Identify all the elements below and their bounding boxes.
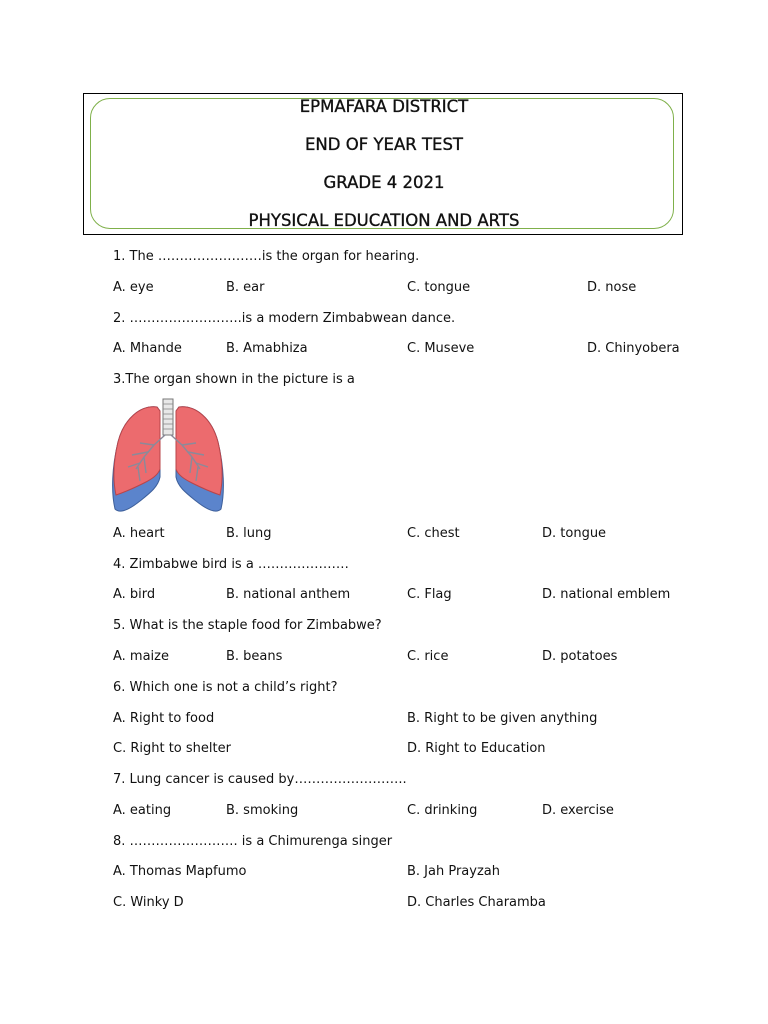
q3-option-a: A. heart <box>113 526 165 541</box>
q2-option-a: A. Mhande <box>113 341 182 356</box>
q3-option-d: D. tongue <box>542 526 607 541</box>
q5-option-d: D. potatoes <box>542 649 618 664</box>
q4-option-d: D. national emblem <box>542 587 671 602</box>
question-3: 3.The organ shown in the picture is a <box>113 372 355 387</box>
q4-option-c: C. Flag <box>407 587 452 602</box>
q1-option-d: D. nose <box>587 280 637 295</box>
district-title: EPMAFARA DISTRICT <box>299 97 469 116</box>
question-2: 2. ……………………..is a modern Zimbabwean dance. <box>113 311 456 326</box>
q4-option-b: B. national anthem <box>226 587 351 602</box>
question-8: 8. ……………………. is a Chimurenga singer <box>113 834 393 849</box>
q8-option-b: B. Jah Prayzah <box>407 864 500 879</box>
q5-option-c: C. rice <box>407 649 449 664</box>
question-4: 4. Zimbabwe bird is a ………………… <box>113 557 349 572</box>
q5-option-a: A. maize <box>113 649 169 664</box>
question-7: 7. Lung cancer is caused by…………………….. <box>113 772 407 787</box>
q6-option-c: C. Right to shelter <box>113 741 231 756</box>
q8-option-d: D. Charles Charamba <box>407 895 546 910</box>
q7-option-b: B. smoking <box>226 803 299 818</box>
lungs-picture <box>110 397 226 515</box>
q2-option-c: C. Museve <box>407 341 475 356</box>
grade-title: GRADE 4 2021 <box>323 173 445 192</box>
q3-option-b: B. lung <box>226 526 272 541</box>
subject-title: PHYSICAL EDUCATION AND ARTS <box>248 211 520 230</box>
question-1: 1. The ……………………is the organ for hearing. <box>113 249 420 264</box>
q8-option-a: A. Thomas Mapfumo <box>113 864 247 879</box>
q2-option-b: B. Amabhiza <box>226 341 308 356</box>
q7-option-c: C. drinking <box>407 803 478 818</box>
q4-option-a: A. bird <box>113 587 156 602</box>
header-rounded-frame <box>90 98 674 229</box>
q8-option-c: C. Winky D <box>113 895 184 910</box>
q6-option-d: D. Right to Education <box>407 741 546 756</box>
question-5: 5. What is the staple food for Zimbabwe? <box>113 618 382 633</box>
q6-option-b: B. Right to be given anything <box>407 711 598 726</box>
question-6: 6. Which one is not a child’s right? <box>113 680 338 695</box>
test-title: END OF YEAR TEST <box>305 135 463 154</box>
q6-option-a: A. Right to food <box>113 711 215 726</box>
q1-option-c: C. tongue <box>407 280 471 295</box>
q3-option-c: C. chest <box>407 526 460 541</box>
q1-option-b: B. ear <box>226 280 265 295</box>
header-box <box>83 93 683 235</box>
q5-option-b: B. beans <box>226 649 283 664</box>
q2-option-d: D. Chinyobera <box>587 341 680 356</box>
q7-option-a: A. eating <box>113 803 172 818</box>
q7-option-d: D. exercise <box>542 803 614 818</box>
q1-option-a: A. eye <box>113 280 154 295</box>
